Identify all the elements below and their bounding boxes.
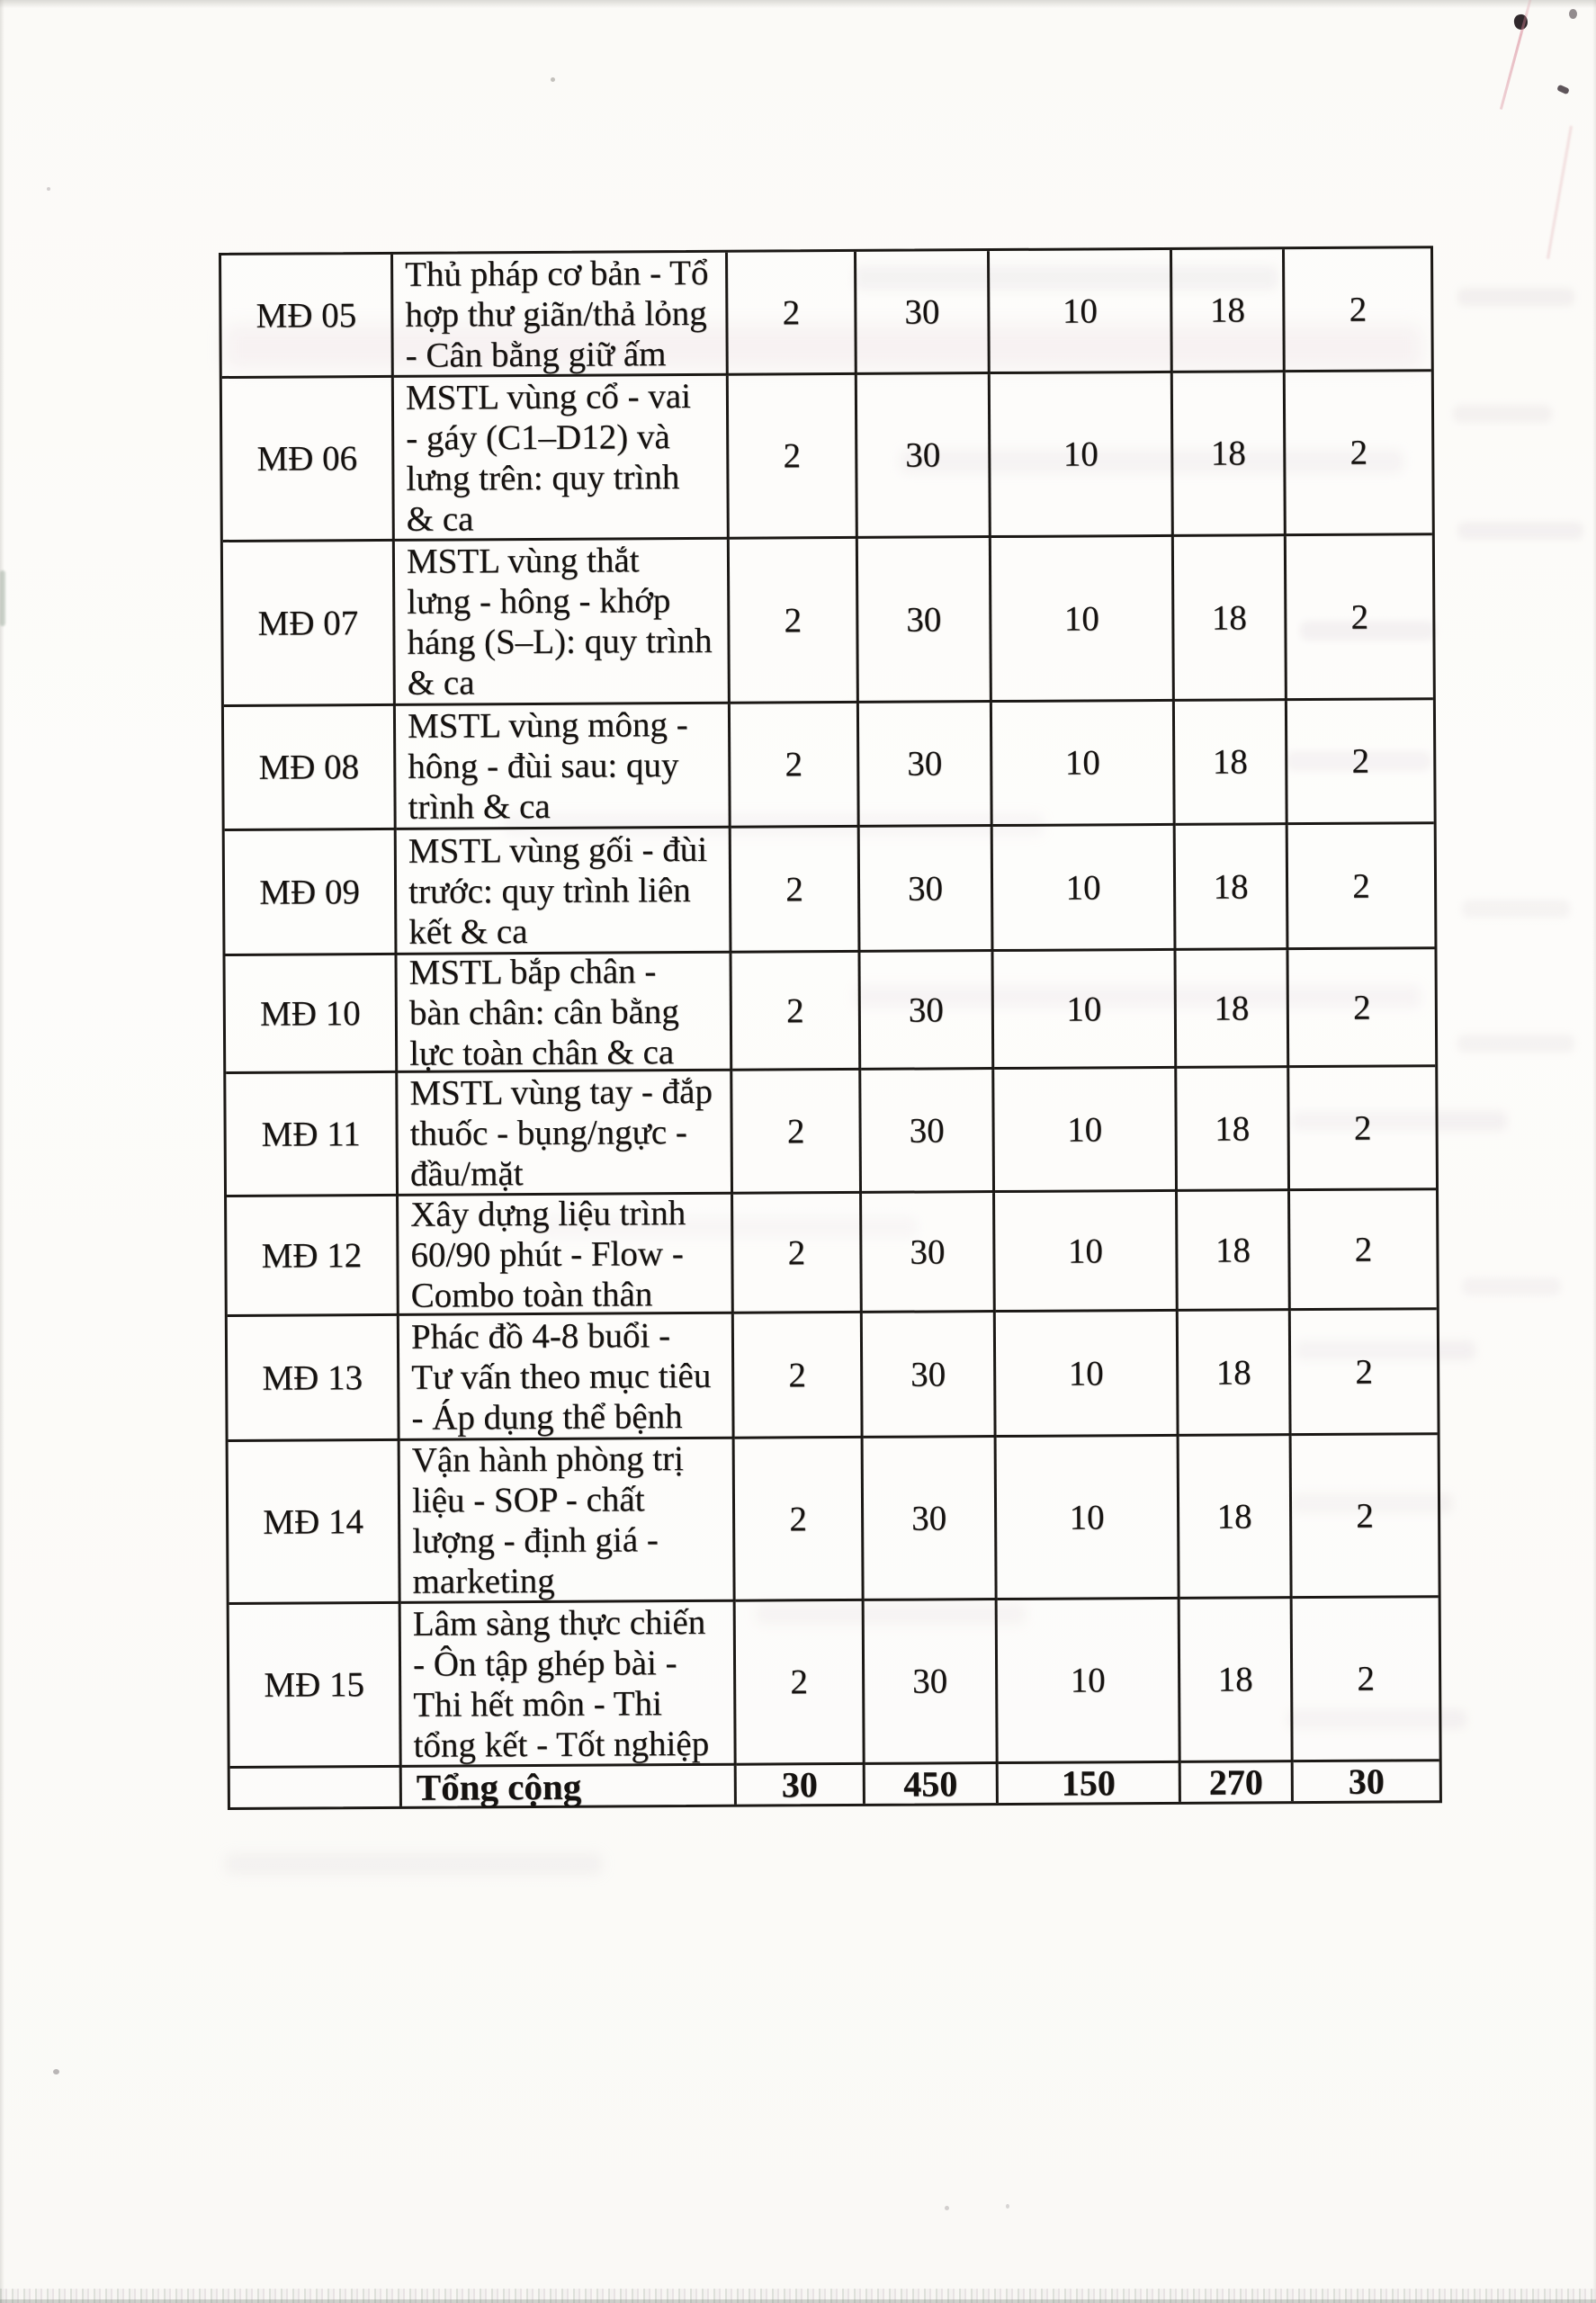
table-row [224, 700, 1434, 831]
hours-value-cell: 2 [731, 703, 860, 829]
hours-value-cell: 10 [993, 826, 1177, 952]
module-code-cell: MĐ 15 [229, 1604, 402, 1769]
total-value-cell: 270 [1181, 1762, 1294, 1802]
module-description-cell: MSTL bắp chân - bàn chân: cân bằng lực toàn chân & ca [398, 954, 733, 1073]
total-value-cell: 30 [1348, 1761, 1385, 1802]
module-code-cell: MĐ 14 [229, 1441, 401, 1605]
module-description-cell: MSTL vùng cổ - vai - gáy (C1–D12) và lưng trên: quy trình & ca [394, 376, 730, 542]
hours-value-cell: 18 [1176, 825, 1289, 951]
hours-value-cell: 2 [730, 539, 859, 704]
table-row [227, 1190, 1437, 1317]
bleedthrough-smudge [225, 1853, 603, 1875]
table-row [229, 1435, 1439, 1605]
bleedthrough-smudge [1457, 288, 1574, 306]
hours-value-cell: 30 [864, 1438, 998, 1601]
table-row [228, 1310, 1438, 1442]
total-label-cell: Tổng cộng [402, 1766, 737, 1806]
module-description-cell: Xây dựng liệu trình 60/90 phút - Flow - Combo toàn thân [399, 1195, 734, 1316]
ink-speck [1569, 9, 1577, 19]
module-code-cell: MĐ 11 [226, 1073, 399, 1197]
hours-value-cell: 2 [729, 375, 858, 540]
bleedthrough-smudge [1462, 1277, 1561, 1295]
hours-value-cell: 10 [990, 250, 1173, 374]
hours-value-cell: 2 [735, 1438, 865, 1602]
edge-mark [0, 570, 5, 626]
scanner-edge-right [1592, 0, 1596, 2303]
module-description-cell: MSTL vùng gối - đùi trước: quy trình liên kết & ca [397, 829, 732, 955]
hours-value-cell: 30 [862, 1193, 996, 1313]
hours-value-cell: 2 [1287, 535, 1433, 701]
hours-value-cell: 2 [1285, 248, 1431, 372]
hours-value-cell: 30 [859, 703, 993, 828]
table-total-row [230, 1761, 1439, 1807]
hours-value-cell: 10 [991, 537, 1175, 703]
hours-value-cell: 10 [993, 951, 1177, 1070]
hours-value-cell: 2 [736, 1601, 865, 1766]
hours-value-cell: 18 [1179, 1311, 1292, 1437]
hours-value-cell: 2 [1287, 700, 1434, 825]
module-description-cell: Thủ pháp cơ bản - Tổ hợp thư giãn/thả lỏng - Cân bằng giữ ấm [393, 253, 729, 378]
hours-value-cell: 2 [1289, 1067, 1436, 1191]
table-row [226, 949, 1436, 1074]
dust-speck [47, 187, 50, 191]
hours-value-cell: 10 [997, 1437, 1180, 1600]
module-code-cell: MĐ 08 [224, 706, 397, 831]
hours-value-cell: 2 [1288, 824, 1435, 950]
hours-value-cell: 2 [732, 1071, 862, 1195]
module-code-cell: MĐ 10 [226, 955, 399, 1074]
module-code-cell: MĐ 07 [223, 542, 396, 707]
hours-value-cell: 18 [1177, 1068, 1290, 1192]
hours-value-cell: 18 [1180, 1599, 1294, 1763]
total-value-cell: 30 [737, 1765, 865, 1805]
hours-value-cell: 30 [861, 1070, 995, 1194]
hours-value-cell: 18 [1178, 1191, 1291, 1312]
hours-value-cell: 30 [858, 538, 992, 703]
module-description-cell: MSTL vùng mông - hông - đùi sau: quy trình & ca [396, 704, 731, 830]
table-row [229, 1598, 1439, 1769]
hours-value-cell: 2 [1288, 949, 1435, 1068]
bleedthrough-smudge [1453, 405, 1552, 423]
hours-value-cell: 30 [857, 374, 991, 539]
hours-value-cell: 30 [860, 827, 994, 953]
hours-value-cell: 10 [992, 702, 1176, 827]
hours-value-cell: 2 [731, 828, 861, 954]
dust-speck [1006, 2204, 1009, 2209]
total-value-cell: 450 [865, 1764, 999, 1804]
module-code-cell: MĐ 06 [222, 378, 395, 542]
module-description-cell: Vận hành phòng trị liệu - SOP - chất lượng - định giá - marketing [400, 1439, 736, 1604]
total-value-cell: 150 [999, 1763, 1181, 1803]
bleedthrough-smudge [1457, 522, 1583, 540]
hours-value-cell: 18 [1173, 372, 1287, 537]
hours-value-cell: 2 [1293, 1598, 1439, 1762]
table-row [226, 1067, 1436, 1197]
module-code-cell: MĐ 09 [225, 830, 398, 956]
hours-value-cell: 18 [1172, 249, 1286, 373]
dust-speck [53, 2069, 59, 2074]
dust-speck [551, 77, 555, 82]
hours-value-cell: 2 [1291, 1310, 1438, 1436]
hours-value-cell: 10 [996, 1312, 1179, 1438]
module-description-cell: MSTL vùng tay - đắp thuốc - bụng/ngực - đầu/mặt [398, 1071, 733, 1196]
hours-value-cell: 2 [1290, 1190, 1437, 1311]
hours-value-cell: 30 [860, 952, 994, 1071]
curriculum-table [219, 246, 1442, 1810]
ink-dash [1556, 85, 1570, 95]
hours-value-cell: 10 [998, 1600, 1181, 1764]
hours-value-cell: 2 [733, 1194, 863, 1314]
module-code-cell: MĐ 12 [227, 1196, 399, 1317]
red-pen-stroke-faint [1547, 126, 1573, 259]
bleedthrough-smudge [1462, 900, 1570, 918]
hours-value-cell: 30 [863, 1313, 997, 1438]
scanner-edge-top [0, 0, 1596, 8]
hours-value-cell: 30 [856, 251, 991, 375]
scanner-edge-bottom-line [0, 2299, 1596, 2303]
scanner-edge-left [0, 0, 4, 2303]
hours-value-cell: 18 [1179, 1436, 1293, 1600]
hours-value-cell: 18 [1176, 950, 1289, 1069]
table-row [223, 535, 1433, 707]
hours-value-cell: 2 [1292, 1435, 1439, 1599]
bleedthrough-smudge [1457, 1035, 1574, 1053]
hours-value-cell: 10 [994, 1069, 1178, 1193]
hours-value-cell: 2 [728, 252, 857, 376]
hours-value-cell: 2 [1286, 372, 1432, 536]
module-description-cell: Phác đồ 4-8 buổi - Tư vấn theo mục tiêu - Áp dụng thể bệnh [399, 1314, 735, 1441]
hours-value-cell: 2 [731, 953, 861, 1071]
table-row [225, 824, 1435, 956]
hours-value-cell: 30 [865, 1600, 999, 1765]
hours-value-cell: 18 [1175, 701, 1288, 826]
hours-value-cell: 10 [995, 1192, 1179, 1313]
total-empty-cell [230, 1768, 402, 1807]
table-row [222, 372, 1432, 542]
module-description-cell: MSTL vùng thắt lưng - hông - khớp háng (S–L): quy trình & ca [395, 540, 731, 706]
hours-value-cell: 2 [734, 1313, 864, 1439]
table-row [221, 248, 1431, 379]
dust-speck [945, 2206, 949, 2210]
module-description-cell: Lâm sàng thực chiến - Ôn tập ghép bài - Thi hết môn - Thi tổng kết - Tốt nghiệp [401, 1602, 737, 1768]
hours-value-cell: 18 [1174, 536, 1287, 702]
hours-value-cell: 10 [991, 373, 1174, 538]
module-code-cell: MĐ 05 [221, 255, 394, 379]
module-code-cell: MĐ 13 [228, 1316, 400, 1442]
